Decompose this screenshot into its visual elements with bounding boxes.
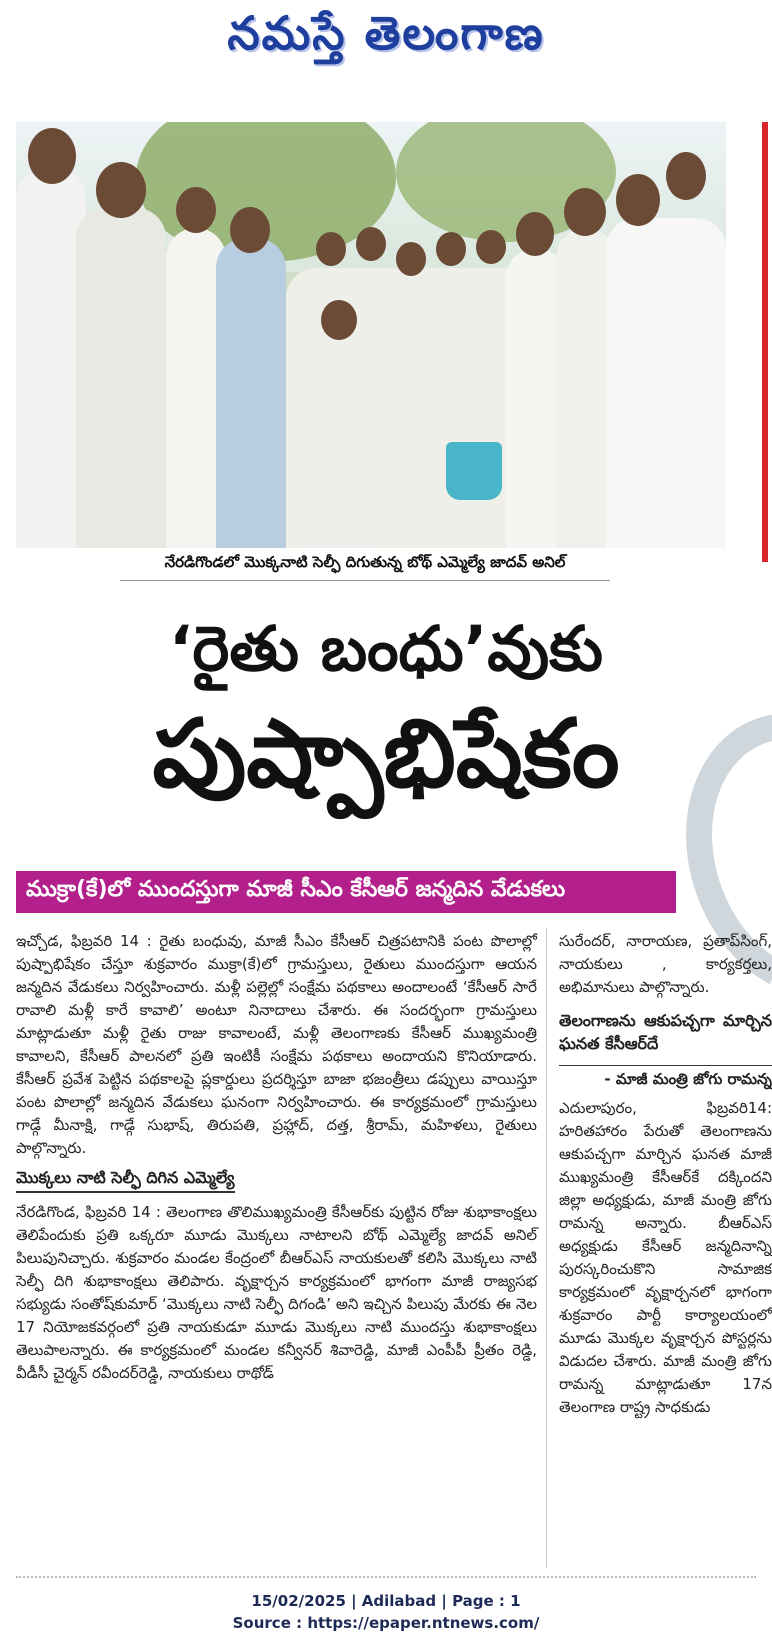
article-paragraph: నేరడిగొండ, ఫిబ్రవరి 14 : తెలంగాణ తొలిముఖ్యమంత్రి కేసీఆర్‌కు పుట్టిన రోజు శుభాకాంక్షలు తెలిపేందుకు ప్రతి ఒక్కరూ మూడు మొక్కలు నాటాలని బోథ్ ఎమ్మెల్యే జాదవ్ అనిల్ పిలుపునిచ్చారు. శుక్రవారం మండల కేంద్రంలో బీఆర్ఎస్ నాయకులతో కలిసి మొక్కలు నాటి సెల్ఫీ దిగి శుభాకాంక్షలు తెలిపారు. వృక్షార్చన కార్యక్రమంలో భాగంగా మాజీ రాజ్యసభ సభ్యుడు సంతోష్‌కుమార్ ‘మొక్కలు నాటి సెల్ఫీ దిగండి’ అని ఇచ్చిన పిలుపు మేరకు ఈ నెల 17 నియోజకవర్గంలో ప్రతి నాయకుడూ మూడు మొక్కలు నాటి ముందస్తు శుభాకాంక్షలు తెలుపాలన్నారు. ఈ కార్యక్రమంలో మండల కన్వీనర్ శివారెడ్డి, మాజీ ఎంపీపీ ప్రీతం రెడ్డి, వీడీసీ చైర్మన్ రవీందర్‌రెడ్డి, నాయకులు రాథోడ్ <box>16 1203 537 1382</box>
accent-bar <box>762 122 768 562</box>
section-title: మొక్కలు నాటి సెల్ఫీ దిగిన ఎమ్మెల్యే <box>16 1166 235 1193</box>
byline: - మాజీ మంత్రి జోగు రామన్న <box>559 1065 772 1091</box>
subheadline-banner <box>16 871 676 913</box>
article-paragraph: ఇచ్చోడ, ఫిబ్రవరి 14 : రైతు బంధువు, మాజీ సీఎం కేసీఆర్ చిత్రపటానికి పంట పొలాల్లో పుష్పాభిషేకం చేస్తూ శుక్రవారం ముక్రా(కే)లో గ్రామస్తులు, రైతులు ముందస్తుగా ఆయన జన్మదిన వేడుకలు నిర్వహించారు. మళ్లీ పల్లెల్లో సంక్షేమ పథకాలు అందాలంటే ‘కేసీఆర్ సారే రావాలి మళ్లీ కారే కావాలి’ అంటూ నినాదాలు చేశారు. ఈ సందర్భంగా గ్రామస్తులు మాట్లాడుతూ మళ్లీ రైతు రాజు కావాలంటే, మళ్లీ తెలంగాణకు కేసీఆర్ ముఖ్యమంత్రి కావాలని, కేసీఆర్ పాలనలో ప్రతి ఇంటికీ సంక్షేమ పథకాలు అందాయని కొనియాడారు. కేసీఆర్ ప్రవేశ పెట్టిన పథకాలపై ప్లకార్డులు ప్రదర్శిస్తూ బాజా భజంత్రీలు డప్పులు వాయిస్తూ పంట పొలాల్లో జన్మదిన వేడుకలు ఘనంగా నిర్వహించారు. ఈ కార్యక్రమంలో గ్రామస్తులు గాడ్గే మీనాక్షి, గాడ్గే సుభాష్, తిరుపతి, ప్రహ్లాద్, దత్త, శ్రీరామ్, మహిళలు, రైతులు పాల్గొన్నారు. <box>16 932 537 1157</box>
article-paragraph: ఎదులాపురం, ఫిబ్రవరి14: హరితహారం పేరుతో తెలంగాణను ఆకుపచ్చగా మార్చిన ఘనత మాజీ ముఖ్యమంత్రి కేసీఆర్‌కే దక్కిందని జిల్లా అధ్యక్షుడు, మాజీ మంత్రి జోగు రామన్న అన్నారు. బీఆర్ఎస్ అధ్యక్షుడు కేసీఆర్ జన్మదినాన్ని పురస్కరించుకొని సామాజిక కార్యక్రమంలో వృక్షార్చనలో భాగంగా శుక్రవారం పార్టీ కార్యాలయంలో మూడు మొక్కల వృక్షార్చన పోస్టర్లను విడుదల చేశారు. మాజీ మంత్రి జోగు రామన్న మాట్లాడుతూ 17న తెలంగాణ రాష్ట్ర సాధకుడు <box>559 1099 772 1416</box>
article-paragraph: సురేందర్, నారాయణ, ప్రతాప్‌సింగ్, నాయకులు , కార్యకర్తలు, అభిమానులు పాల్గొన్నారు. <box>559 932 772 996</box>
left-column <box>16 930 537 1385</box>
subheadline-text: ముక్రా(కే)లో ముందస్తుగా మాజీ సీఎం కేసీఆర్ జన్మదిన వేడుకలు <box>26 877 566 902</box>
footer-date-line: 15/02/2025 | Adilabad | Page : 1 <box>251 1592 521 1610</box>
news-photo <box>16 122 726 548</box>
photo-caption: నేరడిగొండలో మొక్కనాటి సెల్ఫీ దిగుతున్న బోథ్ ఎమ్మెల్యే జాదవ్ అనిల్ <box>120 553 610 581</box>
column-divider <box>546 928 547 1568</box>
footer-divider <box>16 1576 756 1578</box>
section-title: తెలంగాణను ఆకుపచ్చగా మార్చిన ఘనత కేసీఆర్‌దే <box>559 1011 772 1053</box>
headline-line-1: ‘రైతు బంధు’వుకు <box>169 612 603 685</box>
masthead: నమస్తే తెలంగాణ <box>227 6 545 60</box>
headline-line-2: పుష్పాభిషేకం <box>152 700 620 809</box>
right-column <box>559 930 772 1419</box>
footer-source-link[interactable]: Source : https://epaper.ntnews.com/ <box>232 1614 540 1632</box>
footer <box>0 1590 772 1634</box>
